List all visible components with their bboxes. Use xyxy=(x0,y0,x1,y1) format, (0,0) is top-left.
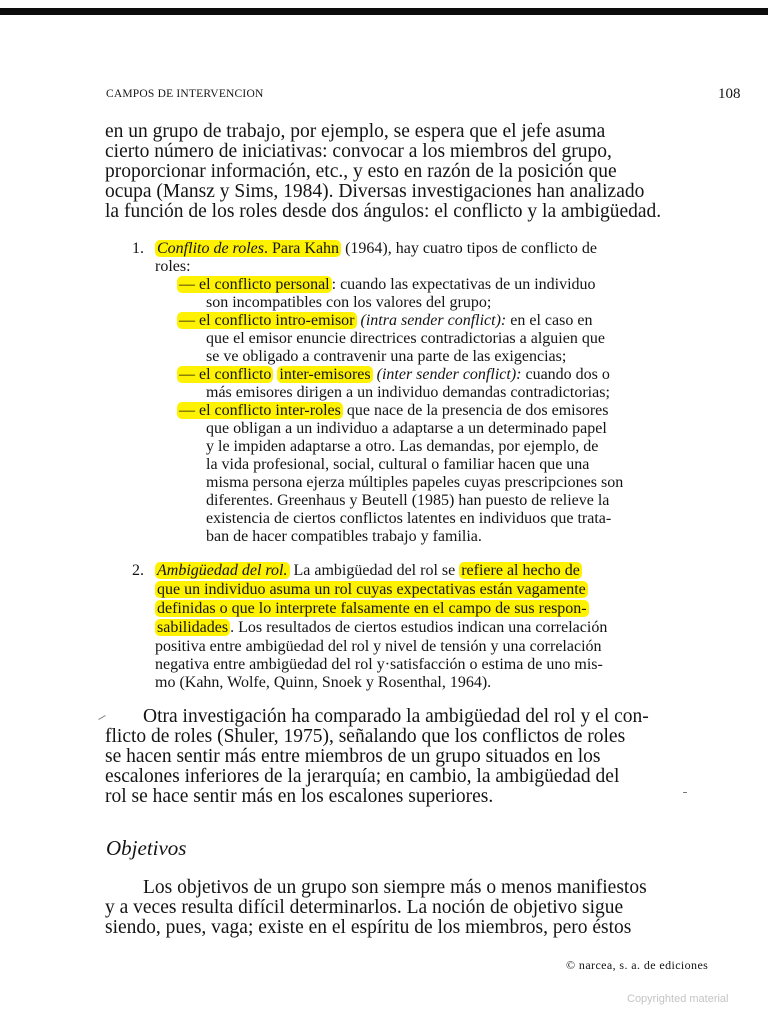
conflict-type: — el conflicto inter-emisores (inter sender conflict): cuando dos o xyxy=(179,366,610,383)
copyright-watermark: Copyrighted material xyxy=(627,993,729,1005)
text-line: se hacen sentir más entre miembros de un grupo situados en los xyxy=(105,746,601,767)
text-line: más emisores dirigen a un individuo demandas contradictorias; xyxy=(206,384,610,401)
text-line: mo (Kahn, Wolfe, Quinn, Snoek y Rosenthal, 1964). xyxy=(155,674,492,691)
text-line: roles: xyxy=(155,258,191,275)
highlight: — el conflicto inter-roles xyxy=(179,402,341,419)
list-number: 2. xyxy=(132,562,144,579)
text-line: siendo, pues, vaga; existe en el espíritu de los miembros, pero éstos xyxy=(105,917,632,938)
text-line: escalones inferiores de la jerarquía; en cambio, la ambigüedad del xyxy=(105,766,620,787)
conflict-type: — el conflicto inter-roles que nace de la presencia de dos emisores xyxy=(179,402,609,419)
text-line xyxy=(155,582,588,598)
highlight: Conflito de roles. Para Kahn xyxy=(157,240,340,257)
highlight: inter-emisores xyxy=(279,366,371,383)
text-line: sabilidades . Los resultados de ciertos estudios indican una correlación xyxy=(157,619,608,636)
text-line: y le impiden adaptarse a otro. Las demandas, por ejemplo, de xyxy=(206,438,599,455)
text-line: diferentes. Greenhaus y Beutell (1985) han puesto de relieve la xyxy=(206,492,610,509)
text-line: positiva entre ambigüedad del rol y nivel de tensión y una correlación xyxy=(155,638,602,655)
page-number: 108 xyxy=(718,86,741,102)
text-line: Otra investigación ha comparado la ambigüedad del rol y el con- xyxy=(143,706,649,727)
highlight: — el conflicto personal xyxy=(179,276,330,293)
text-line: Conflito de roles. Para Kahn (1964), hay cuatro tipos de conflicto de xyxy=(157,240,597,257)
running-head: CAMPOS DE INTERVENCION xyxy=(106,88,264,100)
highlight xyxy=(155,562,290,579)
text-line: la vida profesional, social, cultural o familiar hacen que una xyxy=(206,456,590,473)
text-line: misma persona ejerza múltiples papeles cuyas prescripciones son xyxy=(206,474,624,491)
text-line: que obligan a un individuo a adaptarse a un determinado papel xyxy=(206,420,607,437)
text-line: son incompatibles con los valores del grupo; xyxy=(206,294,492,311)
text-line: proporcionar información, etc., y esto en razón de la posición que xyxy=(105,161,617,182)
text-line: y a veces resulta difícil determinarlos. La noción de objetivo sigue xyxy=(105,897,624,918)
text-line xyxy=(155,601,589,617)
item-title: Ambigüedad del rol. xyxy=(157,562,288,579)
text-line: cierto número de iniciativas: convocar a los miembros del grupo, xyxy=(105,141,612,162)
highlight: sabilidades xyxy=(157,619,229,636)
text-line: ban de hacer compatibles trabajo y familia. xyxy=(206,528,482,545)
text-line: se ve obligado a contravenir una parte de las exigencias; xyxy=(206,348,567,365)
text-line: rol se hace sentir más en los escalones superiores. xyxy=(105,786,494,807)
section-heading: Objetivos xyxy=(106,836,187,860)
highlight: que un individuo asuma un rol cuyas expectativas están vagamente xyxy=(157,581,586,598)
text-line: en un grupo de trabajo, por ejemplo, se espera que el jefe asuma xyxy=(105,121,606,142)
publisher-footer: © narcea, s. a. de ediciones xyxy=(566,958,709,972)
scan-mark xyxy=(683,792,687,793)
highlight: — el conflicto xyxy=(179,366,272,383)
text-line: que el emisor enuncie directrices contradictorias a alguien que xyxy=(206,330,605,347)
text-line: la función de los roles desde dos ángulos: el conflicto y la ambigüedad. xyxy=(105,201,662,222)
conflict-type: — el conflicto personal : cuando las expectativas de un individuo xyxy=(179,276,596,293)
text-line: ocupa (Mansz y Sims, 1984). Diversas investigaciones han analizado xyxy=(105,181,645,202)
item-title: Conflito de roles xyxy=(157,240,264,257)
text-line: Los objetivos de un grupo son siempre más o menos manifiestos xyxy=(143,877,647,898)
text-line: Ambigüedad del rol. La ambigüedad del rol se refiere al hecho de xyxy=(157,562,580,579)
scan-mark xyxy=(98,715,105,720)
highlight: refiere al hecho de xyxy=(461,562,580,579)
top-border xyxy=(0,8,768,15)
conflict-type: — el conflicto intro-emisor (intra sender conflict): en el caso en xyxy=(179,312,593,329)
text-line: negativa entre ambigüedad del rol y·satisfacción o estima de uno mis- xyxy=(155,656,603,673)
text-line: existencia de ciertos conflictos latentes en individuos que trata- xyxy=(206,510,612,527)
highlight: definidas o que lo interprete falsamente en el campo de sus respon- xyxy=(157,600,587,617)
text-line: flicto de roles (Shuler, 1975), señalando que los conflictos de roles xyxy=(105,726,626,747)
highlight: — el conflicto intro-emisor xyxy=(179,312,355,329)
list-number: 1. xyxy=(132,240,144,257)
